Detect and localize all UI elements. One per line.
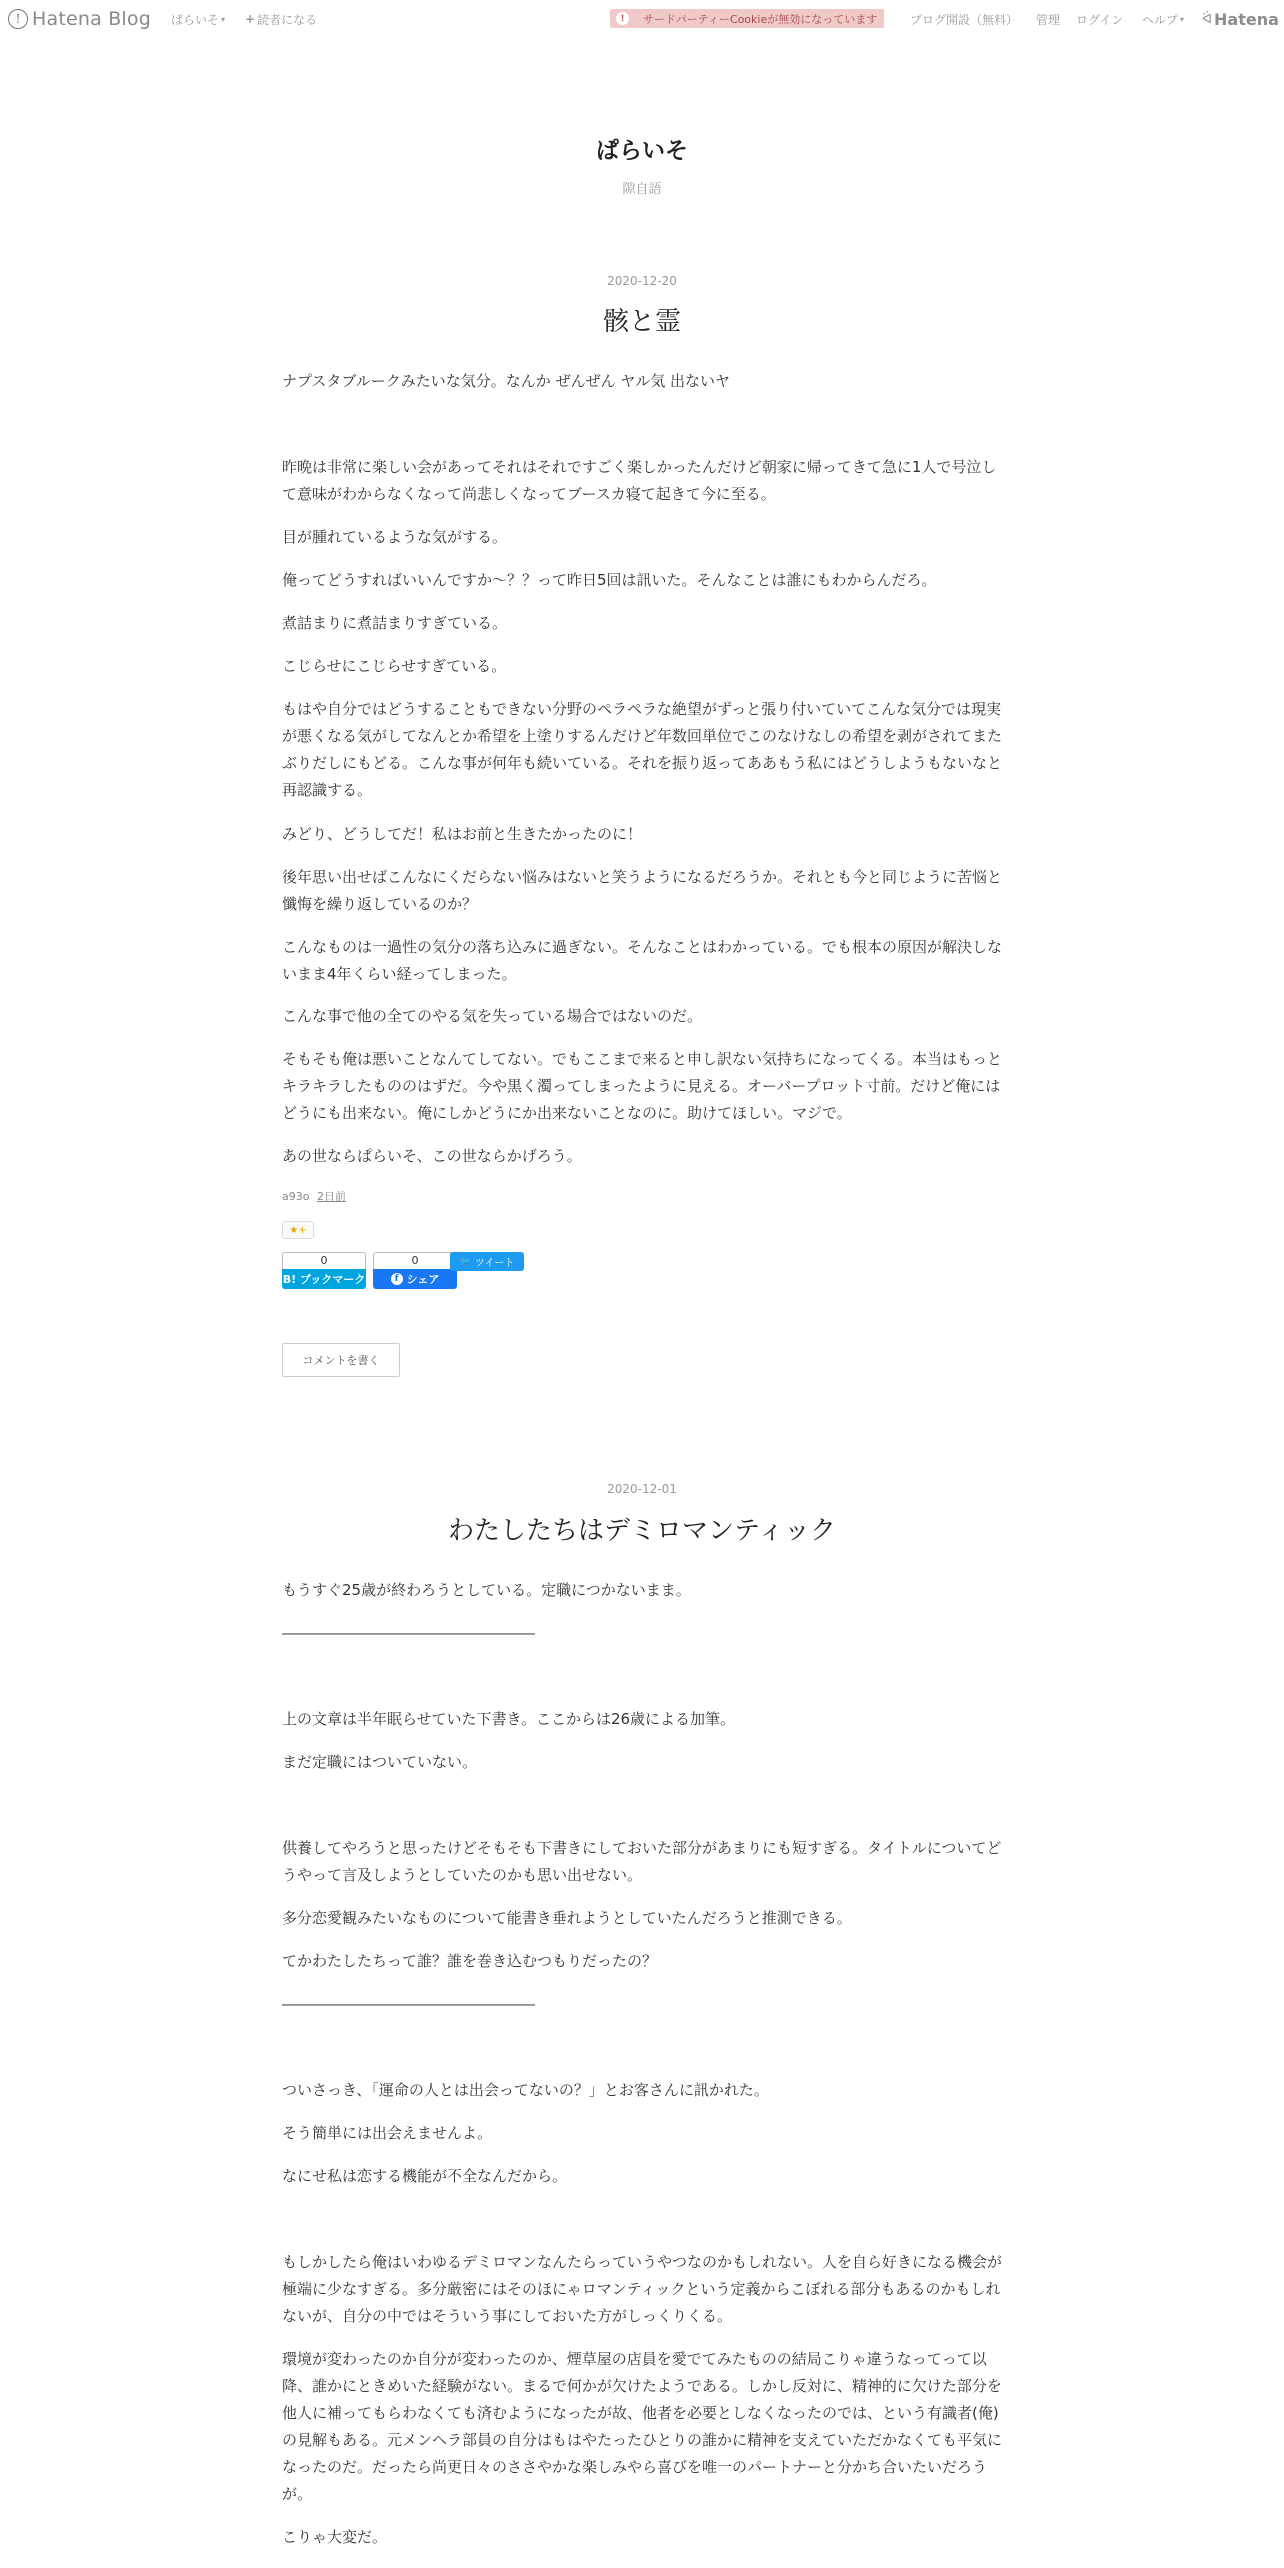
subscribe-label: 読者になる <box>257 12 318 27</box>
article-paragraph: そもそも俺は悪いことなんてしてない。でもここまで来ると申し訳ない気持ちになってくる。本当はもっとキラキラしたもののはずだ。今や黒く濁ってしまったように見える。オーバープロット寸前。だけど俺にはどうにも出来ない。俺にしかどうにか出来ないことなのに。助けてほしい。マジで。 <box>282 1050 1003 1122</box>
exclamation-icon: ! <box>616 12 629 25</box>
tweet-label: ツイート <box>474 1258 515 1269</box>
article-paragraph: なにせ私は恋する機能が不全なんだから。 <box>282 2167 568 2185</box>
article-paragraph: こりゃ大変だ。 <box>282 2528 388 2546</box>
hatena-bookmark-share[interactable] <box>282 1252 366 1289</box>
article-paragraph: もうすぐ25歳が終わろうとしている。定職につかないまま。 <box>282 1581 691 1599</box>
article-paragraph: てかわたしたちって誰？誰を巻き込むつもりだったの？ <box>282 1952 658 1970</box>
hatena-blog-icon: ! <box>8 9 28 29</box>
write-comment-button[interactable]: コメントを書く <box>282 1343 400 1377</box>
hatena-bookmark-count: 0 <box>282 1252 366 1269</box>
article-paragraph: こんなものは一過性の気分の落ち込みに過ぎない。そんなことはわかっている。でも根本の原因が解決しないまま4年くらい経ってしまった。 <box>282 938 1003 983</box>
facebook-share[interactable] <box>373 1252 457 1289</box>
article-date[interactable]: 2020-12-20 <box>607 274 677 288</box>
article-paragraph: そう簡単には出会えませんよ。 <box>282 2124 493 2142</box>
start-blog-label: ブログ開設（無料） <box>910 12 1019 27</box>
login-link[interactable] <box>1076 0 1123 38</box>
chevron-down-icon: ▾ <box>221 14 226 24</box>
article-paragraph: 煮詰まりに煮詰まりすぎている。 <box>282 614 508 632</box>
twitter-bird-icon: 🐦 <box>459 1256 471 1267</box>
article-paragraph: あの世ならぱらいそ、この世ならかげろう。 <box>282 1147 582 1165</box>
login-label: ログイン <box>1076 12 1124 27</box>
article-paragraph: 上の文章は半年眠らせていた下書き。ここからは26歳による加筆。 <box>282 1710 736 1728</box>
hatena-logo-icon: ᐛ <box>1202 11 1212 27</box>
blog-menu-dropdown[interactable] <box>171 11 225 28</box>
article-paragraph: ナプスタブルークみたいな気分。なんか ぜんぜん ヤル気 出ないヤ <box>282 372 730 390</box>
article-paragraph: ついさっき、「運命の人とは出会ってないの？」とお客さんに訊かれた。 <box>282 2081 769 2099</box>
article-paragraph: 供養してやろうと思ったけどそもそも下書きにしておいた部分があまりにも短すぎる。タイトルについてどうやって言及しようとしていたのかも思い出せない。 <box>282 1839 1002 1884</box>
start-blog-link[interactable] <box>910 0 1018 38</box>
article-meta <box>282 1188 346 1204</box>
help-dropdown[interactable] <box>1142 0 1184 38</box>
article-paragraph: みどり、どうしてだ！私はお前と生きたかったのに！ <box>282 825 643 843</box>
blog-menu-label: ぱらいそ <box>171 12 220 27</box>
facebook-share-label: シェア <box>406 1273 440 1286</box>
add-star-button[interactable]: ★+ <box>282 1221 314 1239</box>
hatena-bookmark-button[interactable]: B! ブックマーク <box>282 1269 366 1289</box>
facebook-share-count: 0 <box>373 1252 457 1269</box>
article-date[interactable]: 2020-12-01 <box>607 1482 677 1496</box>
admin-label: 管理 <box>1036 12 1061 27</box>
article-title[interactable]: わたしたちはデミロマンティック <box>448 1516 836 1546</box>
article-separator: ―――――――――――――――――― <box>282 1995 534 2013</box>
chevron-down-icon: ▾ <box>1180 14 1185 24</box>
article-separator: ―――――――――――――――――― <box>282 1624 534 1642</box>
hatena-logo[interactable] <box>1202 0 1279 38</box>
article-paragraph: 多分恋愛観みたいなものについて能書き垂れようとしていたんだろうと推測できる。 <box>282 1909 852 1927</box>
article-paragraph: 俺ってどうすればいいんですか〜？？って昨日5回は訊いた。そんなことは誰にもわからんだろ。 <box>282 571 937 589</box>
article-paragraph: もしかしたら俺はいわゆるデミロマンなんたらっていうやつなのかもしれない。人を自ら好きになる機会が極端に少なすぎる。多分厳密にはそのほにゃロマンティックという定義からこぼれる部分もあるのかもしれないが、自分の中ではそういう事にしておいた方がしっくりくる。 <box>282 2253 1003 2325</box>
cookie-warning-badge[interactable] <box>610 9 884 28</box>
hatena-logo-text: Hatena <box>1214 9 1279 29</box>
article-paragraph: 環境が変わったのか自分が変わったのか、煙草屋の店員を愛でてみたものの結局こりゃ違うなってって以降、誰かにときめいた経験がない。まるで何かが欠けたようである。しかし反対に、精神的に欠けた部分を他人に補ってもらわなくても済むようになったが故、他者を必要としなくなったのでは、という有識者(俺)の見解もある。元メンヘラ部員の自分はもはやたったひとりの誰かに精神を支えていただかなくても平気になったのだ。だったら尚更日々のささやかな楽しみやら喜びを唯一のパートナーと分かち合いたいだろうが。 <box>282 2350 1003 2503</box>
article-paragraph: 昨晩は非常に楽しい会があってそれはそれですごく楽しかったんだけど朝家に帰ってきて急に1人で号泣して意味がわからなくなって尚悲しくなってブースカ寝て起きて今に至る。 <box>282 458 997 503</box>
blog-title[interactable]: ぱらいそ <box>596 138 688 164</box>
hatena-blog-brand-text: Hatena Blog <box>32 8 151 30</box>
article-paragraph: こんな事で他の全てのやる気を失っている場合ではないのだ。 <box>282 1007 703 1025</box>
article-title[interactable]: 骸と霊 <box>602 307 681 337</box>
article-paragraph: 後年思い出せばこんなにくだらない悩みはないと笑うようになるだろうか。それとも今と同じように苦悩と懺悔を繰り返しているのか？ <box>282 868 1003 913</box>
post-time-link[interactable]: 2日前 <box>316 1190 346 1203</box>
help-label: ヘルプ <box>1142 12 1179 27</box>
blog-description: 隙自語 <box>622 182 662 197</box>
facebook-share-button[interactable] <box>373 1269 457 1289</box>
article-paragraph: 目が腫れているような気がする。 <box>282 528 508 546</box>
article-paragraph: もはや自分ではどうすることもできない分野のペラペラな絶望がずっと張り付いていてこんな気分では現実が悪くなる気がしてなんとか希望を上塗りするんだけど年数回単位でこのなけなしの希望を剥がされてまたぶりだしにもどる。こんな事が何年も続いている。それを振り返ってああもう私にはどうしようもないなと再認識する。 <box>282 700 1003 799</box>
plus-icon: + <box>245 12 256 26</box>
facebook-icon: f <box>391 1273 403 1285</box>
article-paragraph: まだ定職にはついていない。 <box>282 1753 478 1771</box>
cookie-warning-text: サードパーティーCookieが無効になっています <box>643 12 878 26</box>
article-paragraph: こじらせにこじらせすぎている。 <box>282 657 507 675</box>
subscribe-button[interactable] <box>245 11 317 28</box>
tweet-button[interactable] <box>450 1252 524 1271</box>
hatena-blog-logo[interactable] <box>8 8 151 30</box>
admin-link[interactable] <box>1036 0 1060 38</box>
author-name[interactable]: a93o <box>282 1190 310 1203</box>
